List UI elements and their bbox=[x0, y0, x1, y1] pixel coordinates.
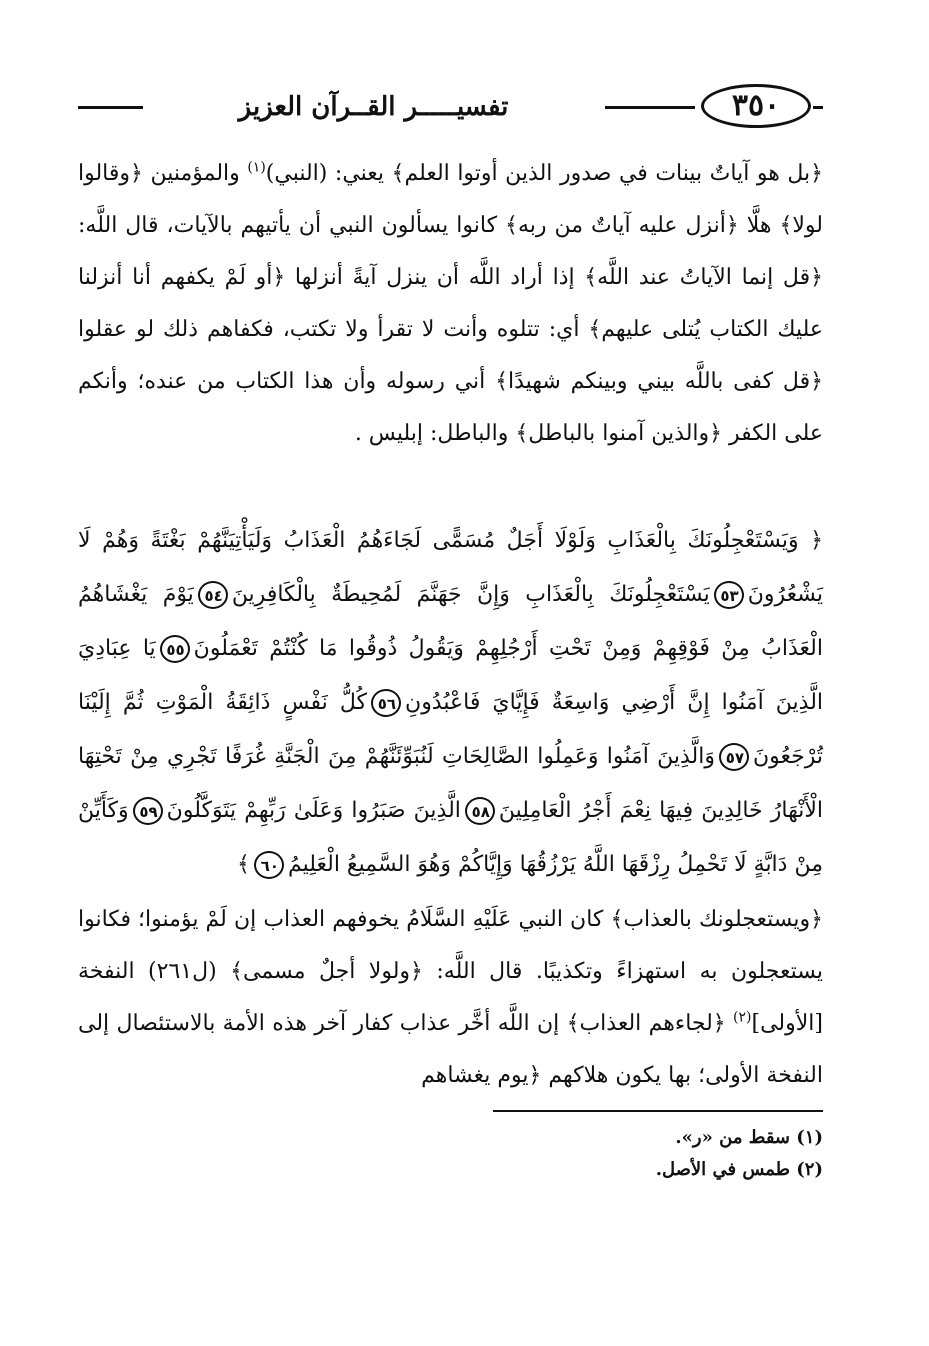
footnote: (١) سقط من «ر». bbox=[675, 1127, 823, 1148]
ayah-number: ٥٩ bbox=[133, 797, 163, 825]
header-rule bbox=[78, 106, 143, 109]
verse-text: وَكَأَيِّنْ مِنْ دَابَّةٍ لَا تَحْمِلُ رِزْقَهَا اللَّهُ يَرْزُقُهَا وَإِيَّاكُمْ وَهُوَ السَّمِيعُ الْعَلِيمُ bbox=[78, 798, 823, 877]
footnote-reference: (١) bbox=[247, 159, 266, 176]
paragraph-text: ﴿ويستعجلونك بالعذاب﴾ كان النبي عَلَيْهِ السَّلَامُ يخوفهم العذاب إن لَمْ يؤمنوا؛ فكانوا يستعجلون به استهزاءً وتكذيبًا. قال اللَّه: ﴿ولولا أجلٌ مسمى﴾ (ل٢٦١) النفخة [الأولى] bbox=[78, 907, 824, 1036]
footnotes bbox=[78, 1122, 823, 1186]
ayah-number: ٥٥ bbox=[160, 635, 190, 663]
verse-text: يَسْتَعْجِلُونَكَ بِالْعَذَابِ وَإِنَّ جَهَنَّمَ لَمُحِيطَةٌ بِالْكَافِرِينَ bbox=[231, 582, 710, 607]
running-title: تفسيـــــر القــرآن العزيز bbox=[238, 92, 509, 122]
paragraph-text: ﴿بل هو آياتٌ بينات في صدور الذين أوتوا العلم﴾ يعني: (النبي) bbox=[265, 161, 824, 186]
verse-text: يَوْمَ يَغْشَاهُمُ الْعَذَابُ مِنْ فَوْقِهِمْ وَمِنْ تَحْتِ أَرْجُلِهِمْ وَيَقُولُ ذُوقُوا مَا كُنْتُمْ تَعْمَلُونَ bbox=[78, 582, 823, 661]
commentary-paragraph bbox=[78, 894, 823, 1102]
paragraph-text: والمؤمنين ﴿وقالوا لولا﴾ هلَّا ﴿أنزل عليه آياتٌ من ربه﴾ كانوا يسألون النبي أن يأتيهم بالآيات، قال اللَّه: ﴿قل إنما الآياتُ عند اللَّه﴾ إذا أراد اللَّه أن ينزل آيةً أنزلها ﴿أو لَمْ يكفهم أنا أنزلنا عليك الكتاب يُتلى عليهم﴾ أي: تتلوه وأنت لا تقرأ ولا تكتب، فكفاهم ذلك لو عقلوا ﴿قل كفى باللَّه بيني وبينكم شهيدًا﴾ أني رسوله وأن هذا الكتاب من عنده؛ وأنكم على الكفر ﴿والذين آمنوا بالباطل﴾ والباطل: إبليس . bbox=[78, 161, 823, 446]
header-rule bbox=[605, 106, 695, 109]
verse-text: يَا عِبَادِيَ الَّذِينَ آمَنُوا إِنَّ أَرْضِي وَاسِعَةٌ فَإِيَّايَ فَاعْبُدُونِ bbox=[78, 636, 824, 715]
footnote-reference: (٢) bbox=[733, 1009, 752, 1026]
verse-closing-bracket: ﴾ bbox=[237, 852, 250, 877]
commentary-paragraph bbox=[78, 148, 823, 460]
page-number: ٣٥٠ bbox=[701, 84, 811, 128]
quran-verses-block bbox=[78, 514, 823, 892]
page-header bbox=[78, 78, 823, 136]
verse-text: ﴿ وَيَسْتَعْجِلُونَكَ بِالْعَذَابِ وَلَوْلَا أَجَلٌ مُسَمًّى لَجَاءَهُمُ الْعَذَابُ وَلَيَأْتِيَنَّهُمْ بَغْتَةً وَهُمْ لَا يَشْعُرُونَ bbox=[78, 528, 823, 607]
header-rule bbox=[813, 106, 823, 109]
ayah-number: ٥٧ bbox=[719, 743, 749, 771]
ayah-number: ٥٦ bbox=[371, 689, 401, 717]
book-page bbox=[78, 78, 823, 1238]
ayah-number: ٥٨ bbox=[465, 797, 495, 825]
verse-text: كُلُّ نَفْسٍ ذَائِقَةُ الْمَوْتِ ثُمَّ إِلَيْنَا تُرْجَعُونَ bbox=[78, 690, 823, 769]
ayah-number: ٦٠ bbox=[254, 851, 284, 879]
verse-text: وَالَّذِينَ آمَنُوا وَعَمِلُوا الصَّالِحَاتِ لَنُبَوِّئَنَّهُمْ مِنَ الْجَنَّةِ غُرَفًا تَجْرِي مِنْ تَحْتِهَا الْأَنْهَارُ خَالِدِينَ فِيهَا نِعْمَ أَجْرُ الْعَامِلِينَ bbox=[78, 744, 824, 823]
footnote: (٢) طمس في الأصل. bbox=[655, 1159, 823, 1180]
footnote-separator bbox=[493, 1110, 823, 1112]
paragraph-text: ﴿لجاءهم العذاب﴾ إن اللَّه أخَّر عذاب كفار آخر هذه الأمة بالاستئصال إلى النفخة الأولى؛ بها يكون هلاكهم ﴿يوم يغشاهم bbox=[78, 1011, 823, 1088]
verse-text: الَّذِينَ صَبَرُوا وَعَلَىٰ رَبِّهِمْ يَتَوَكَّلُونَ bbox=[166, 798, 461, 823]
ayah-number: ٥٣ bbox=[714, 581, 744, 609]
ayah-number: ٥٤ bbox=[198, 581, 228, 609]
